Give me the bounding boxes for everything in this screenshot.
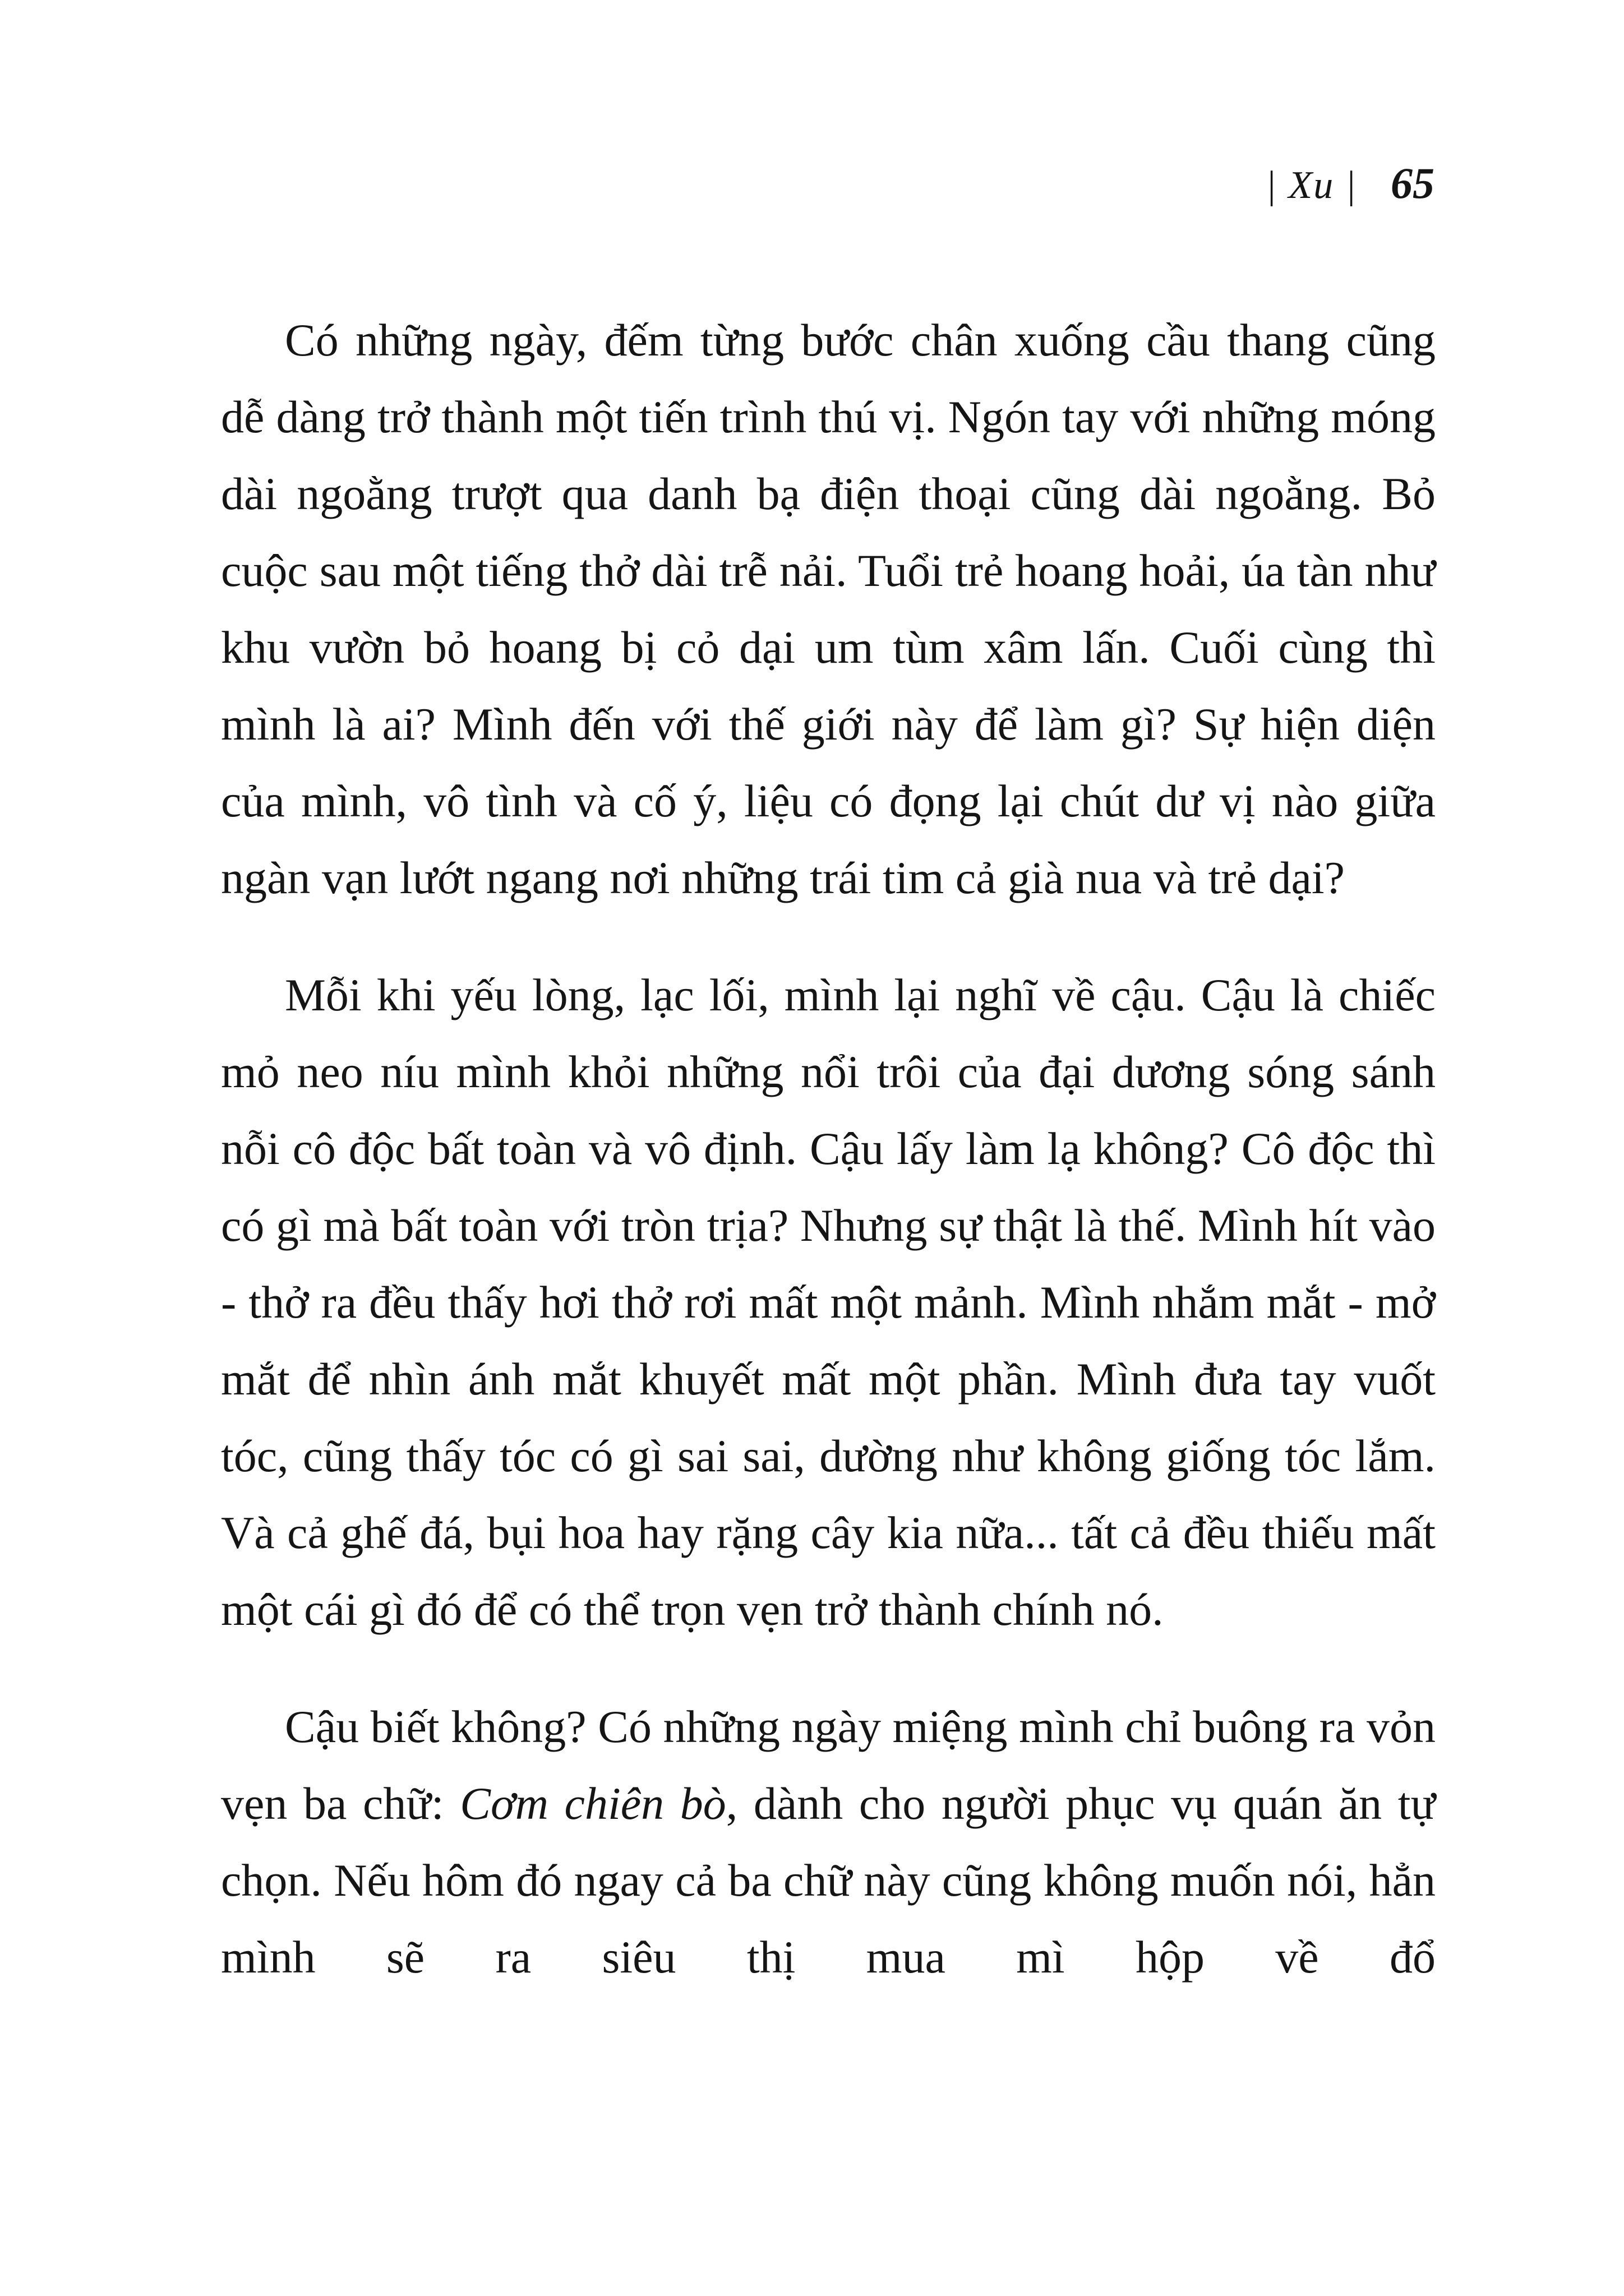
page-body bbox=[221, 302, 1436, 1995]
running-title: | Xu | bbox=[1265, 164, 1357, 207]
dish-name-italic-phrase: Cơm chiên bò bbox=[460, 1778, 726, 1829]
paragraph-1: Có những ngày, đếm từng bước chân xuống cầu thang cũng dễ dàng trở thành một tiến trình thú vị. Ngón tay với những móng dài ngoằng trượt qua danh bạ điện thoại cũng dài ngoằng. Bỏ cuộc sau một tiếng thở dài trễ nải. Tuổi trẻ hoang hoải, úa tàn như khu vườn bỏ hoang bị cỏ dại um tùm xâm lấn. Cuối cùng thì mình là ai? Mình đến với thế giới này để làm gì? Sự hiện diện của mình, vô tình và cố ý, liệu có đọng lại chút dư vị nào giữa ngàn vạn lướt ngang nơi những trái tim cả già nua và trẻ dại? bbox=[221, 315, 1436, 903]
page-header bbox=[1266, 161, 1434, 205]
paragraph-3-text-before: Cậu biết không? Có những ngày miệng mình chỉ buông ra vỏn vẹn ba chữ: bbox=[221, 1701, 1436, 1829]
paragraph-3 bbox=[221, 1688, 1436, 1995]
paragraph-3-text-after: , dành cho người phục vụ quán ăn tự chọn. Nếu hôm đó ngay cả ba chữ này cũng không muốn nói, hẳn mình sẽ ra siêu thị mua mì hộp về đổ bbox=[221, 1778, 1436, 1983]
page-number: 65 bbox=[1391, 159, 1434, 207]
paragraph-2: Mỗi khi yếu lòng, lạc lối, mình lại nghĩ về cậu. Cậu là chiếc mỏ neo níu mình khỏi những nổi trôi của đại dương sóng sánh nỗi cô độc bất toàn và vô định. Cậu lấy làm lạ không? Cô độc thì có gì mà bất toàn với tròn trịa? Nhưng sự thật là thế. Mình hít vào - thở ra đều thấy hơi thở rơi mất một mảnh. Mình nhắm mắt - mở mắt để nhìn ánh mắt khuyết mất một phần. Mình đưa tay vuốt tóc, cũng thấy tóc có gì sai sai, dường như không giống tóc lắm. Và cả ghế đá, bụi hoa hay rặng cây kia nữa... tất cả đều thiếu mất một cái gì đó để có thể trọn vẹn trở thành chính nó. bbox=[221, 969, 1436, 1635]
